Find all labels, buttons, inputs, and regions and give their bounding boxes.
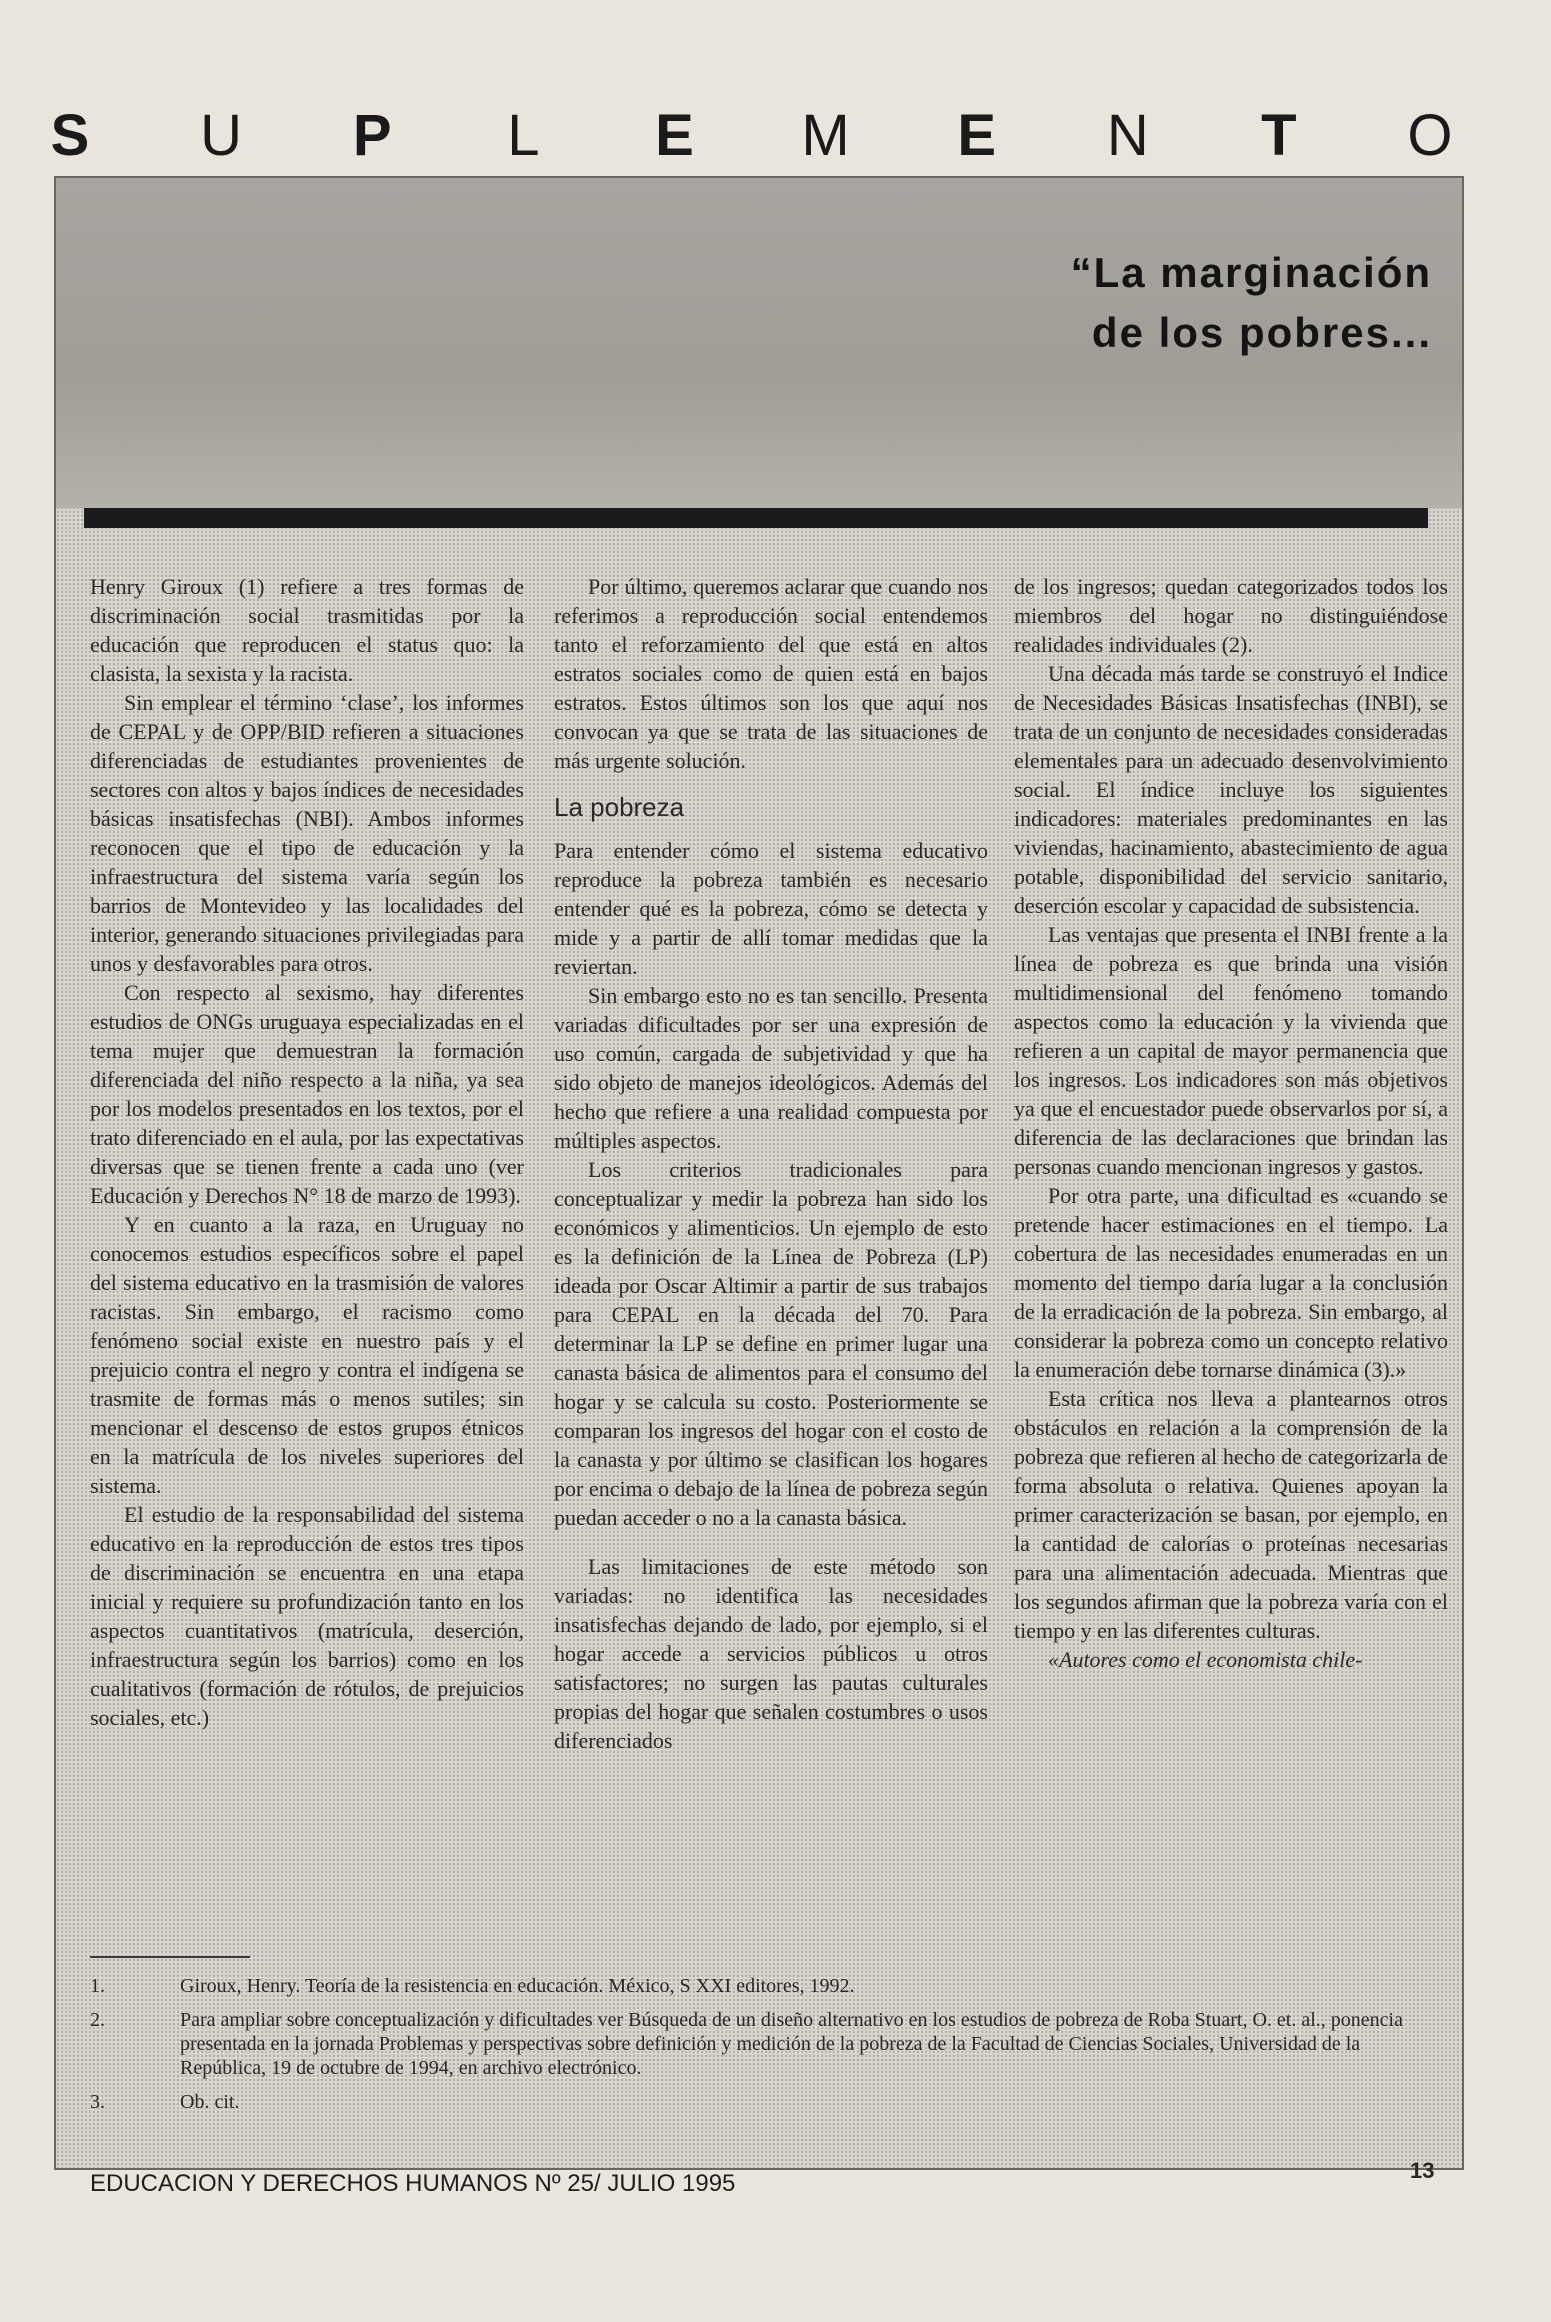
footnote <box>90 1974 1420 1998</box>
paragraph: El estudio de la responsabilidad del sistema educativo en la reproducción de estos tres tipos de discriminación se encuentra en una etapa inicial y requiere su profundización tanto en los aspectos cuantitativos (matrícula, deserción, infraestructura según los barrios) como en los cualitativos (formación de rótulos, de prejuicios sociales, etc.) <box>90 1502 524 1730</box>
footnotes <box>90 1974 1420 2124</box>
paragraph: Las limitaciones de este método son variadas: no identifica las necesidades insatisfechas dejando de lado, por ejemplo, si el hogar accede a servicios públicos u otros satisfactores; no surgen las pautas culturales propias del hogar que señalen costumbres o usos diferenciados <box>554 1554 988 1753</box>
column-2 <box>554 572 988 1755</box>
masthead-letter: S <box>50 102 90 168</box>
masthead-letter: N <box>1106 102 1149 168</box>
article-title <box>1071 243 1432 363</box>
paragraph: Sin emplear el término ‘clase’, los informes de CEPAL y de OPP/BID refieren a situaciones diferenciadas de estudiantes provenientes de sectores con altos y bajos índices de necesidades básicas insatisfechas (NBI). Ambos informes reconocen que el tipo de educación y la infraestructura del sistema varía según los barrios de Montevideo y las localidades del interior, generando situaciones privilegiadas para unos y desfavorables para otros. <box>90 690 524 976</box>
paragraph: Sin embargo esto no es tan sencillo. Presenta variadas dificultades por ser una expresión de uso común, cargada de subjetividad y que ha sido objeto de manejos ideológicos. Además del hecho que refiere a una realidad compuesta por múltiples aspectos. <box>554 983 988 1153</box>
paragraph: Para entender cómo el sistema educativo reproduce la pobreza también es necesario entender qué es la pobreza, cómo se detecta y mide y a partir de allí tomar medidas que la reviertan. <box>554 838 988 979</box>
footnote <box>90 2090 1420 2114</box>
publication-footer: EDUCACION Y DERECHOS HUMANOS Nº 25/ JULIO 1995 <box>90 2170 736 2197</box>
footnote-number: 3. <box>90 2091 105 2113</box>
masthead-letter: E <box>957 102 996 168</box>
paragraph: Con respecto al sexismo, hay diferentes estudios de ONGs uruguaya especializadas en el tema mujer que demuestran la formación diferenciada del niño respecto a la niña, ya sea por los modelos presentados en los textos, por el trato diferenciado en el aula, por las expectativas diversas que se tienen frente a cada uno (ver Educación y Derechos N° 18 de marzo de 1993). <box>90 980 524 1208</box>
paragraph: Una década más tarde se construyó el Indice de Necesidades Básicas Insatisfechas (INBI), se trata de un conjunto de necesidades consideradas elementales para un adecuado desenvolvimiento social. El índice incluye los siguientes indicadores: materiales predominantes en las viviendas, hacinamiento, abastecimiento de agua potable, disponibilidad del servicio sanitario, deserción escolar y capacidad de subsistencia. <box>1014 661 1448 918</box>
masthead-letter: M <box>801 102 850 168</box>
masthead-letter: T <box>1261 102 1297 168</box>
footnote-number: 2. <box>90 2009 105 2031</box>
section-heading: La pobreza <box>554 792 685 822</box>
column-1 <box>90 572 524 1732</box>
masthead <box>40 100 1460 170</box>
paragraph: «Autores como el economista chile- <box>1048 1647 1363 1672</box>
paragraph: Por último, queremos aclarar que cuando nos referimos a reproducción social entendemos tanto el reforzamiento del que está en altos estratos sociales como de quien está en bajos estratos. Estos últimos son los que aquí nos convocan ya que se trata de las situaciones de más urgente solución. <box>554 574 988 773</box>
footnote-text: Ob. cit. <box>180 2091 240 2113</box>
masthead-letter: E <box>655 102 694 168</box>
title-line-2: de los pobres... <box>1091 309 1432 356</box>
footnote-text: Para ampliar sobre conceptualización y dificultades ver Búsqueda de un diseño alternativo en los estudios de pobreza de Roba Stuart, O. et. al., ponencia presentada en la jornada Problemas y perspectivas sobre definición y medición de la pobreza de la Facultad de Ciencias Sociales, Universidad de la República, 19 de octubre de 1994, en archivo electrónico. <box>180 2009 1403 2079</box>
footnote-text: Giroux, Henry. Teoría de la resistencia en educación. México, S XXI editores, 1992. <box>180 1975 855 1997</box>
column-3 <box>1014 572 1448 1674</box>
paragraph: Por otra parte, una dificultad es «cuando se pretende hacer estimaciones en el tiempo. La cobertura de las necesidades enumeradas en un momento del tiempo daría lugar a la conclusión de la erradicación de la pobreza. Sin embargo, al considerar la pobreza como un concepto relativo la enumeración debe tornarse dinámica (3).» <box>1014 1183 1448 1382</box>
footnote-rule <box>90 1956 250 1958</box>
paragraph: Esta crítica nos lleva a plantearnos otros obstáculos en relación a la comprensión de la pobreza que refieren al hecho de categorizarla de forma absoluta o relativa. Quienes apoyan la primer caracterización se basan, por ejemplo, en la cantidad de calorías o proteínas necesarias para una alimentación adecuada. Mientras que los segundos afirman que la pobreza varía con el tiempo y en las diferentes culturas. <box>1014 1386 1448 1643</box>
paragraph: Y en cuanto a la raza, en Uruguay no conocemos estudios específicos sobre el papel del sistema educativo en la trasmisión de valores racistas. Sin embargo, el racismo como fenómeno social existe en nuestro país y el prejuicio contra el negro y contra el indígena se trasmite de formas más o menos sutiles; sin mencionar el descenso de estos grupos étnicos en la matrícula de los niveles superiores del sistema. <box>90 1212 524 1498</box>
title-rule <box>84 508 1428 528</box>
masthead-letter: O <box>1407 102 1453 168</box>
masthead-letter: P <box>352 102 392 168</box>
paragraph: Las ventajas que presenta el INBI frente a la línea de pobreza es que brinda una visión multidimensional del fenómeno tomando aspectos como la educación y la vivienda que refieren a un capital de mayor permanencia que los ingresos. Los indicadores son más objetivos ya que el encuestador puede observarlos por sí, a diferencia de las declaraciones que brindan las personas cuando mencionan ingresos y gastos. <box>1014 922 1448 1179</box>
masthead-letter: L <box>507 102 540 168</box>
paragraph: Los criterios tradicionales para conceptualizar y medir la pobreza han sido los económicos y alimenticios. Un ejemplo de esto es la definición de la Línea de Pobreza (LP) ideada por Oscar Altimir a partir de sus trabajos para CEPAL en la década del 70. Para determinar la LP se define en primer lugar una canasta básica de alimentos para el consumo del hogar y se calcula su costo. Posteriormente se comparan los ingresos del hogar con el costo de la canasta y por último se clasifican los hogares por encima o debajo de la línea de pobreza según puedan acceder o no a la canasta básica. <box>554 1157 988 1530</box>
page-number: 13 <box>1410 2158 1435 2183</box>
header-band <box>56 178 1462 508</box>
paragraph: de los ingresos; quedan categorizados todos los miembros del hogar no distinguiéndose realidades individuales (2). <box>1014 574 1448 657</box>
footnote-number: 1. <box>90 1975 105 1997</box>
paragraph: Henry Giroux (1) refiere a tres formas de discriminación social trasmitidas por la educación que reproducen el status quo: la clasista, la sexista y la racista. <box>90 574 524 686</box>
title-line-1: “La marginación <box>1070 249 1432 296</box>
masthead-letter: U <box>200 102 243 168</box>
article-frame <box>54 176 1464 2170</box>
footnote <box>90 2008 1420 2080</box>
